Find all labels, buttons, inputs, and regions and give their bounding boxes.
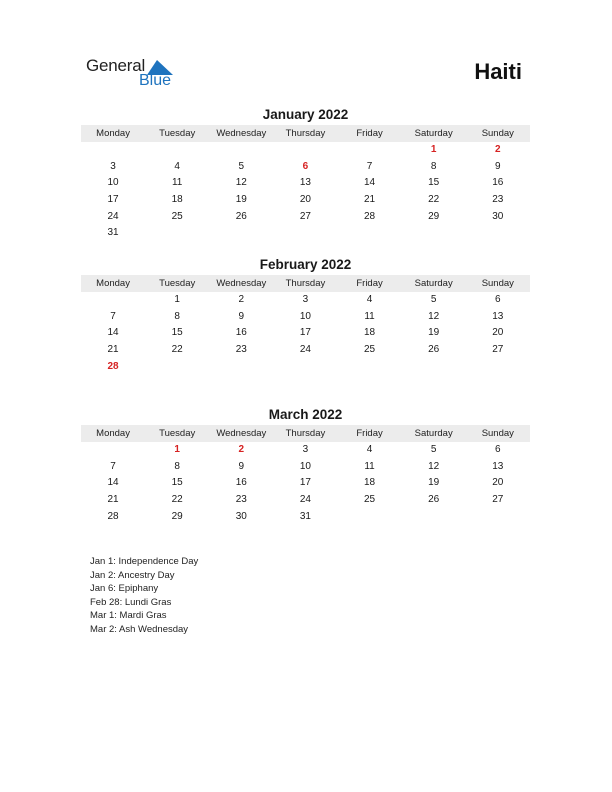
day-cell	[209, 359, 273, 376]
holiday-day-cell: 6	[302, 160, 309, 172]
day-cell: 21	[107, 344, 119, 356]
holiday-day-cell: 2	[495, 144, 501, 155]
day-cell	[466, 225, 530, 242]
day-cell: 2	[238, 294, 245, 305]
day-cell: 12	[428, 460, 440, 472]
week-row	[81, 342, 530, 359]
day-cell	[81, 292, 145, 309]
day-cell: 17	[107, 194, 119, 206]
weekday-label: Monday	[96, 428, 130, 439]
day-cell: 1	[174, 294, 180, 305]
day-cell: 23	[492, 194, 504, 206]
day-cell: 19	[235, 194, 247, 206]
day-cell: 12	[235, 177, 247, 189]
holiday-day-cell: 1	[174, 444, 180, 455]
day-cell: 30	[235, 510, 247, 522]
week-row	[81, 292, 530, 309]
weekday-label: Wednesday	[216, 428, 267, 439]
logo-text-blue: Blue	[139, 72, 172, 89]
day-cell	[466, 359, 530, 376]
week-row	[81, 225, 530, 242]
day-cell: 23	[235, 344, 247, 356]
day-cell	[209, 142, 273, 159]
day-cell	[81, 142, 145, 159]
day-cell: 8	[174, 460, 180, 472]
day-cell: 6	[495, 294, 501, 305]
day-cell	[338, 359, 402, 376]
day-cell: 20	[299, 194, 311, 206]
day-cell: 27	[299, 210, 311, 222]
weekday-label: Sunday	[481, 128, 514, 139]
logo	[86, 56, 186, 92]
week-row	[81, 359, 530, 376]
weekday-header-row	[81, 125, 530, 142]
day-cell: 11	[171, 177, 183, 189]
day-cell: 18	[364, 477, 376, 489]
week-row	[81, 309, 530, 326]
day-cell: 3	[110, 160, 116, 172]
day-cell: 7	[110, 460, 116, 472]
weekday-label: Saturday	[414, 128, 453, 139]
weekday-label: Tuesday	[159, 278, 196, 289]
day-cell: 25	[364, 344, 376, 356]
weekday-label: Saturday	[414, 428, 453, 439]
holiday-list-item: Feb 28: Lundi Gras	[90, 596, 172, 608]
day-cell: 31	[299, 510, 311, 522]
day-cell: 27	[492, 494, 504, 506]
day-cell	[338, 509, 402, 526]
holiday-list-item: Jan 2: Ancestry Day	[90, 569, 175, 581]
day-cell: 4	[174, 160, 180, 172]
day-cell: 10	[299, 310, 311, 322]
day-cell: 5	[430, 294, 437, 305]
day-cell: 6	[495, 444, 501, 455]
day-cell: 29	[428, 210, 440, 222]
weekday-label: Thursday	[285, 128, 326, 139]
day-cell: 4	[366, 444, 373, 455]
day-cell: 20	[492, 477, 504, 489]
day-cell: 16	[235, 327, 247, 339]
weekday-label: Friday	[356, 278, 383, 289]
month-march	[81, 406, 530, 525]
day-cell: 4	[366, 294, 373, 305]
day-cell: 30	[492, 210, 504, 222]
day-cell: 16	[235, 477, 247, 489]
day-cell: 7	[366, 160, 373, 172]
day-cell: 28	[364, 210, 376, 222]
day-cell: 27	[492, 344, 504, 356]
week-row	[81, 192, 530, 209]
day-cell	[145, 142, 209, 159]
day-cell: 24	[299, 494, 311, 506]
day-cell: 16	[492, 177, 504, 189]
logo-text-general: General	[86, 56, 146, 75]
week-row	[81, 209, 530, 226]
holiday-day-cell: 1	[430, 144, 437, 155]
month-title: March 2022	[268, 407, 343, 422]
day-cell	[145, 359, 209, 376]
day-cell: 21	[107, 494, 119, 506]
day-cell: 9	[495, 160, 501, 172]
day-cell: 12	[428, 310, 440, 322]
day-cell: 5	[238, 160, 245, 172]
day-cell: 22	[428, 194, 440, 206]
day-cell	[402, 225, 466, 242]
day-cell: 26	[428, 494, 440, 506]
holiday-list	[90, 555, 198, 637]
day-cell: 13	[299, 177, 311, 189]
day-cell: 9	[238, 460, 245, 472]
day-cell: 5	[430, 444, 437, 455]
day-cell	[466, 509, 530, 526]
day-cell: 10	[107, 177, 119, 189]
day-cell: 14	[107, 327, 119, 339]
day-cell: 22	[171, 494, 183, 506]
weekday-label: Wednesday	[216, 278, 267, 289]
day-cell: 8	[174, 310, 180, 322]
holiday-list-item: Jan 1: Independence Day	[90, 556, 199, 567]
day-cell	[273, 359, 337, 376]
month-title: February 2022	[259, 257, 352, 272]
day-cell: 17	[299, 477, 311, 489]
day-cell: 29	[171, 510, 183, 522]
day-cell	[81, 442, 145, 459]
day-cell: 17	[299, 327, 311, 339]
weekday-label: Friday	[356, 128, 383, 139]
day-cell: 19	[428, 477, 440, 489]
week-row	[81, 175, 530, 192]
week-row	[81, 442, 530, 459]
day-cell: 23	[235, 494, 247, 506]
day-cell: 25	[364, 494, 376, 506]
month-february	[81, 256, 530, 375]
weekday-label: Sunday	[481, 428, 514, 439]
holiday-list-item: Jan 6: Epiphany	[90, 583, 159, 595]
day-cell: 26	[235, 210, 247, 222]
weekday-label: Thursday	[285, 278, 326, 289]
day-cell: 3	[302, 294, 309, 305]
day-cell: 14	[107, 477, 119, 489]
day-cell: 18	[364, 327, 376, 339]
day-cell: 13	[492, 460, 504, 472]
weekday-label: Monday	[96, 278, 130, 289]
holiday-list-item: Mar 2: Ash Wednesday	[90, 623, 189, 635]
day-cell: 14	[364, 177, 376, 189]
week-row	[81, 325, 530, 342]
day-cell	[273, 225, 337, 242]
country-title: Haiti	[474, 59, 522, 84]
week-row	[81, 142, 530, 159]
day-cell	[209, 225, 273, 242]
week-row	[81, 475, 530, 492]
day-cell	[338, 142, 402, 159]
day-cell	[402, 359, 466, 376]
day-cell: 18	[171, 194, 183, 206]
holiday-day-cell: 28	[107, 360, 119, 372]
day-cell: 7	[110, 310, 116, 322]
day-cell: 28	[107, 510, 119, 522]
weekday-label: Thursday	[285, 428, 326, 439]
day-cell: 13	[492, 310, 504, 322]
week-row	[81, 509, 530, 526]
day-cell: 10	[299, 460, 311, 472]
weekday-label: Tuesday	[159, 128, 196, 139]
day-cell: 24	[299, 344, 311, 356]
weekday-header-row	[81, 425, 530, 442]
day-cell: 11	[364, 310, 375, 322]
weekday-label: Sunday	[481, 278, 514, 289]
day-cell: 19	[428, 327, 440, 339]
day-cell: 26	[428, 344, 440, 356]
day-cell: 11	[364, 460, 375, 472]
day-cell: 15	[428, 177, 440, 189]
month-title: January 2022	[262, 107, 349, 122]
day-cell: 15	[171, 327, 183, 339]
weekday-label: Friday	[356, 428, 383, 439]
weekday-header-row	[81, 275, 530, 292]
week-row	[81, 159, 530, 176]
day-cell	[273, 142, 337, 159]
day-cell	[338, 225, 402, 242]
weekday-label: Saturday	[414, 278, 453, 289]
day-cell: 9	[238, 310, 245, 322]
day-cell: 15	[171, 477, 183, 489]
day-cell: 8	[430, 160, 437, 172]
weekday-label: Tuesday	[159, 428, 196, 439]
holiday-day-cell: 2	[238, 444, 245, 455]
week-row	[81, 492, 530, 509]
weekday-label: Wednesday	[216, 128, 267, 139]
day-cell: 24	[107, 210, 119, 222]
day-cell: 21	[364, 194, 376, 206]
day-cell: 25	[171, 210, 183, 222]
day-cell: 3	[302, 444, 309, 455]
day-cell: 31	[107, 227, 119, 239]
holiday-list-item: Mar 1: Mardi Gras	[90, 610, 167, 622]
weekday-label: Monday	[96, 128, 130, 139]
day-cell	[145, 225, 209, 242]
month-january	[81, 106, 530, 242]
week-row	[81, 459, 530, 476]
day-cell: 20	[492, 327, 504, 339]
day-cell	[402, 509, 466, 526]
day-cell: 22	[171, 344, 183, 356]
